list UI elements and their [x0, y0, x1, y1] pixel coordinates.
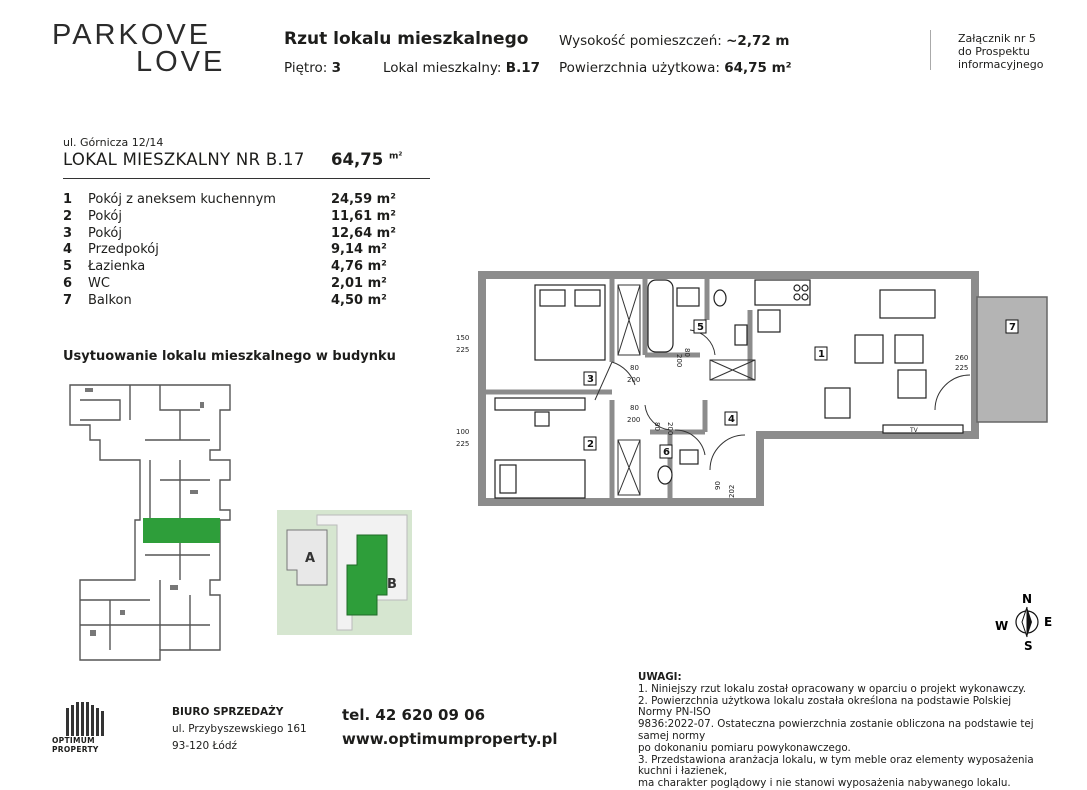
unit-area-unit: m² — [388, 151, 403, 162]
dim-label: 100 — [456, 428, 470, 436]
dim-label: 202 — [728, 484, 736, 498]
height-value: ~2,72 m — [726, 33, 790, 49]
office-title: BIURO SPRZEDAŻY — [172, 706, 284, 718]
room-number: 6 — [63, 275, 73, 291]
room-area: 4,50 m² — [331, 292, 387, 308]
page-title: Rzut lokalu mieszkalnego — [284, 29, 529, 49]
height-label: Wysokość pomieszczeń: — [559, 33, 722, 49]
room-area: 24,59 m² — [331, 192, 396, 207]
dim-label: 225 — [456, 346, 470, 354]
attachment-line2: do Prospektu — [958, 45, 1030, 58]
building-floor-map — [60, 380, 250, 670]
note-line: 2. Powierzchnia użytkowa lokalu została określona na podstawie Polskiej Normy PN-ISO — [638, 694, 1012, 719]
dim-label: 90 — [714, 481, 722, 490]
room-row — [63, 226, 396, 243]
area-label: Powierzchnia użytkowa: — [559, 60, 720, 76]
dim-label: 225 — [456, 440, 470, 448]
room-row — [63, 259, 396, 276]
room-row — [63, 209, 396, 226]
note-line: ma charakter poglądowy i nie stanowi wyposażenia nabywanego lokalu. — [638, 777, 1011, 790]
room-number: 4 — [63, 242, 73, 258]
phone-number[interactable]: tel. 42 620 09 06 — [342, 706, 486, 724]
room-name: Przedpokój — [88, 242, 159, 258]
room-label-6: 6 — [663, 447, 670, 458]
room-name: Pokój z aneksem kuchennym — [88, 192, 276, 207]
room-label-4: 4 — [728, 414, 735, 425]
dim-label: 80 — [653, 422, 661, 431]
compass-s: S — [1024, 639, 1033, 653]
dim-label: 200 — [666, 422, 674, 436]
compass-e: E — [1044, 615, 1053, 629]
room-label-2: 2 — [587, 439, 594, 450]
unit-total-area — [331, 150, 402, 169]
room-area: 11,61 m² — [331, 208, 396, 224]
optimum-property-logo — [52, 702, 132, 736]
height-info — [559, 33, 790, 49]
website-link[interactable]: www.optimumproperty.pl — [342, 730, 558, 748]
rooms-list — [63, 192, 396, 310]
note-line: po dokonaniu pomiaru powykonawczego. — [638, 741, 851, 754]
location-title: Usytuowanie lokalu mieszkalnego w budynku — [63, 349, 396, 364]
notes-title: UWAGI: — [638, 671, 682, 683]
attachment-line1: Załącznik nr 5 — [958, 32, 1036, 45]
compass-w: W — [995, 619, 1009, 633]
attachment-note — [958, 32, 1043, 71]
balcony-area — [977, 297, 1047, 422]
building-a-label: A — [305, 551, 316, 566]
floor-value: 3 — [331, 60, 341, 76]
street-address: ul. Górnicza 12/14 — [63, 136, 164, 149]
room-name: WC — [88, 275, 110, 291]
summary-divider — [63, 178, 430, 179]
tv-label: TV — [910, 427, 918, 434]
dim-label: 200 — [675, 354, 683, 368]
room-label-5: 5 — [697, 322, 704, 333]
room-name: Łazienka — [88, 259, 146, 275]
building-b-label: B — [387, 577, 397, 592]
site-plan — [277, 510, 412, 635]
notes-block — [638, 672, 1038, 790]
attachment-line3: informacyjnego — [958, 58, 1044, 71]
dim-label: 260 — [955, 354, 969, 362]
office-street: ul. Przybyszewskiego 161 — [172, 723, 307, 735]
dim-label: 200 — [627, 416, 641, 424]
room-number: 2 — [63, 208, 73, 224]
compass-icon — [992, 590, 1062, 652]
room-row — [63, 293, 396, 310]
room-row — [63, 192, 396, 209]
company-name: OPTIMUM PROPERTY — [52, 736, 99, 754]
area-info — [559, 60, 792, 76]
note-line: 1. Niniejszy rzut lokalu został opracowany w oparciu o projekt wykonawczy. — [638, 682, 1027, 695]
unit-floor-plan — [440, 270, 1060, 520]
dim-label: 200 — [627, 376, 641, 384]
floor-info — [284, 60, 341, 76]
room-number: 1 — [63, 192, 73, 207]
dim-label: 80 — [630, 404, 639, 412]
room-label-3: 3 — [587, 374, 594, 385]
office-city: 93-120 Łódź — [172, 740, 238, 752]
room-name: Pokój — [88, 208, 122, 224]
room-name: Pokój — [88, 225, 122, 241]
unit-label: Lokal mieszkalny: — [383, 60, 502, 76]
dim-label: 80 — [630, 364, 639, 372]
dim-label: 80 — [683, 348, 691, 357]
dim-label: 225 — [955, 364, 969, 372]
note-line: 3. Przedstawiona aranżacja lokalu, w tym meble oraz elementy wyposażenia kuchni i łazienek, — [638, 753, 1034, 778]
room-number: 5 — [63, 259, 73, 275]
room-row — [63, 276, 396, 293]
room-name: Balkon — [88, 292, 132, 308]
sales-office — [172, 704, 307, 755]
parkove-love-logo — [52, 19, 226, 78]
room-area: 2,01 m² — [331, 275, 387, 291]
room-row — [63, 242, 396, 259]
highlighted-unit — [143, 518, 220, 543]
room-label-1: 1 — [818, 349, 825, 360]
note-line: 9836:2022-07. Ostateczna powierzchnia zostanie obliczona na podstawie tej samej normy — [638, 718, 1034, 742]
unit-info — [383, 60, 540, 76]
room-area: 4,76 m² — [331, 259, 387, 275]
unit-area-number: 64,75 — [331, 150, 384, 169]
header-divider — [930, 30, 931, 70]
floor-label: Piętro: — [284, 60, 328, 76]
room-area: 9,14 m² — [331, 242, 387, 258]
logo-line1: PARKOVE — [52, 19, 212, 51]
room-area: 12,64 m² — [331, 225, 396, 241]
contact-block — [342, 703, 558, 751]
room-number: 3 — [63, 225, 73, 241]
area-value: 64,75 m² — [724, 60, 792, 76]
logo-line2: LOVE — [136, 46, 226, 78]
compass-n: N — [1022, 592, 1033, 606]
unit-value: B.17 — [505, 60, 540, 76]
unit-name: LOKAL MIESZKALNY NR B.17 — [63, 150, 305, 169]
dim-label: 150 — [456, 334, 470, 342]
room-label-7: 7 — [1009, 322, 1016, 333]
room-number: 7 — [63, 292, 73, 308]
